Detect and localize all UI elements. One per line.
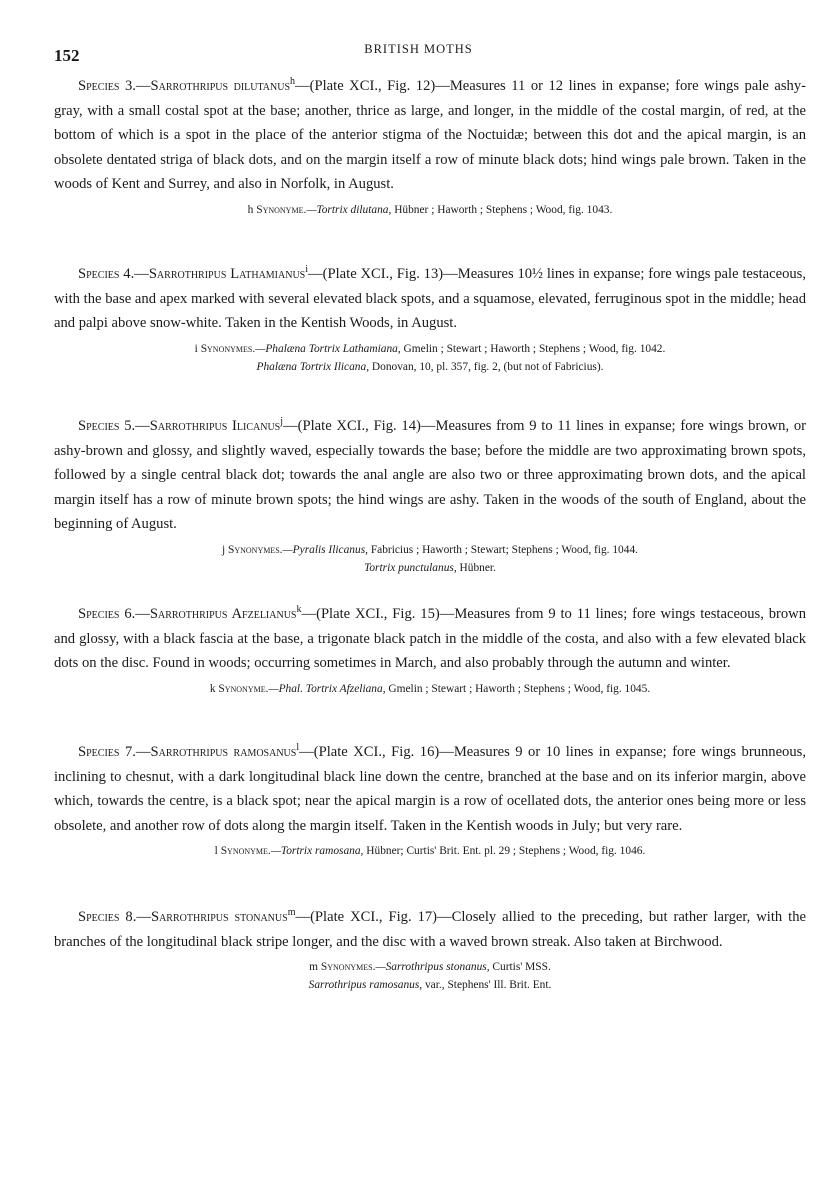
page-number: 152 [54,46,80,65]
species-description [54,74,806,197]
footnote-mark: m [287,907,296,919]
species-entry [54,74,806,219]
synonym-authorities: Fabricius ; Haworth ; Stewart; Stephens ; Wood, fig. 1044. [367,543,638,556]
synonym-block [54,842,806,860]
synonym-line [54,201,806,219]
species-heading: Species 6.—Sarrothripus Afzelianus [78,606,297,622]
species-entry [54,740,806,860]
footnote-mark: l [214,845,218,857]
synonym-label: Synonyme. [220,845,271,857]
synonym-authorities: Hübner. [456,561,496,574]
synonym-line [54,958,806,976]
synonym-line [54,559,806,577]
synonym-block [54,340,806,376]
synonym-label: Synonyme. [256,203,307,216]
synonym-authorities: Hübner; Curtis' Brit. Ent. pl. 29 ; Stephens ; Wood, fig. 1046. [363,845,646,857]
description-text: —(Plate XCI., Fig. 14)—Measures from 9 to 11 lines in expanse; fore wings brown, or ashy-brown and glossy, and slightly waved, especially towards the base; before the middle are two approximating brown spots, followed by a single central black dot; towards the anal angle are also two or three approximating brown dots, and the apical margin itself has a row of minute brown spots; the hind wings are ashy. Taken in the woods of the south of England, about the beginning of August. [54,418,806,532]
synonym-name: Tortrix punctulanus, [364,561,457,574]
footnote-mark: h [247,203,254,216]
footnote-mark: k [209,682,216,695]
species-description [54,740,806,838]
synonym-line [54,358,806,376]
synonym-label: Synonymes. [200,342,256,355]
synonym-block [54,958,806,994]
synonym-block [54,541,806,577]
species-heading: Species 8.—Sarrothripus stonanus [78,909,288,925]
synonym-name: —Tortrix ramosana, [270,845,364,857]
synonym-block [54,680,806,698]
species-heading: Species 5.—Sarrothripus Ilicanus [78,418,281,434]
synonym-name: —Pyralis Ilicanus, [282,543,368,556]
species-entry [54,602,806,698]
description-text: —(Plate XCI., Fig. 16)—Measures 9 or 10 lines in expanse; fore wings brunneous, inclining to chesnut, with a dark longitudinal black line down the centre, branched at the base and on its inferior margin, above which, towards the centre, is a black spot; near the apical margin is a row of ocellated dots, the anterior ones being more or less obsolete, and another row of dots along the margin itself. Taken in the Kentish woods in July; but very rare. [54,744,806,834]
synonym-line [54,340,806,358]
synonym-authorities: Hübner ; Haworth ; Stephens ; Wood, fig. 1043. [391,203,613,216]
species-entry [54,414,806,577]
synonym-name: —Phalæna Tortrix Lathamiana, [255,342,401,355]
footnote-mark: h [290,76,296,88]
species-heading: Species 3.—Sarrothripus dilutanus [78,78,291,94]
species-entry [54,262,806,376]
synonym-authorities: var., Stephens' Ill. Brit. Ent. [422,979,552,991]
species-heading: Species 7.—Sarrothripus ramosanus [78,744,297,760]
species-description [54,414,806,537]
synonym-name: Sarrothripus ramosanus, [308,979,423,991]
species-entry [54,905,806,994]
synonym-label: Synonyme. [218,682,269,695]
synonym-name: —Tortrix dilutana, [306,203,392,216]
description-text: —(Plate XCI., Fig. 15)—Measures from 9 to 11 lines; fore wings testaceous, brown and glossy, with a black fascia at the base, a trigonate black patch in the middle of the costa, and also with a few elevated black dots on the disc. Found in woods; occurring sometimes in March, and also probably through the autumn and winter. [54,606,806,671]
species-heading: Species 4.—Sarrothripus Lathamianus [78,266,306,282]
synonym-line [54,842,806,860]
species-description [54,602,806,676]
synonym-name: Phalæna Tortrix Ilicana, [256,360,370,373]
synonym-label: Synonymes. [320,961,376,973]
synonym-line [54,680,806,698]
species-description [54,905,806,954]
footnote-mark: l [296,742,300,754]
synonym-label: Synonymes. [228,543,283,556]
synonym-block [54,201,806,219]
synonym-authorities: Gmelin ; Stewart ; Haworth ; Stephens ; Wood, fig. 1045. [385,682,651,695]
footnote-mark: j [221,543,226,556]
synonym-authorities: Curtis' MSS. [489,961,551,973]
footnote-mark: j [280,416,284,428]
synonym-authorities: Donovan, 10, pl. 357, fig. 2, (but not of Fabricius). [369,360,604,373]
species-description [54,262,806,336]
synonym-line [54,976,806,994]
running-head: BRITISH MOTHS [364,42,473,56]
footnote-mark: m [309,961,319,973]
footnote-mark: k [296,604,302,616]
description-text: —(Plate XCI., Fig. 12)—Measures 11 or 12 lines in expanse; fore wings pale ashy-gray, with a small costal spot at the base; another, thrice as large, and longer, in the middle of the costal margin, of red, at the bottom of which is a spot in the place of the anterior stigma of the Noctuidæ; between this dot and the apical margin, is an obsolete dentated striga of black dots, and on the margin itself a row of minute black dots; hind wings pale brown. Taken in the woods of Kent and Surrey, and also in Norfolk, in August. [54,78,806,192]
footnote-mark: i [305,264,309,276]
synonym-name: —Sarrothripus stonanus, [375,961,490,973]
footnote-mark: i [194,342,198,355]
synonym-name: —Phal. Tortrix Afzeliana, [268,682,386,695]
description-text: —(Plate XCI., Fig. 13)—Measures 10½ lines in expanse; fore wings pale testaceous, with the base and apex marked with several elevated black spots, and a squamose, elevated, ferruginous spot in the middle; head and palpi above snow-white. Taken in the Kentish Woods, in August. [54,266,806,331]
synonym-line [54,541,806,559]
description-text: —(Plate XCI., Fig. 17)—Closely allied to the preceding, but rather larger, with the branches of the longitudinal black stripe longer, and the disc with a waved brown streak. Also taken at Birchwood. [54,909,807,950]
synonym-authorities: Gmelin ; Stewart ; Haworth ; Stephens ; Wood, fig. 1042. [400,342,666,355]
